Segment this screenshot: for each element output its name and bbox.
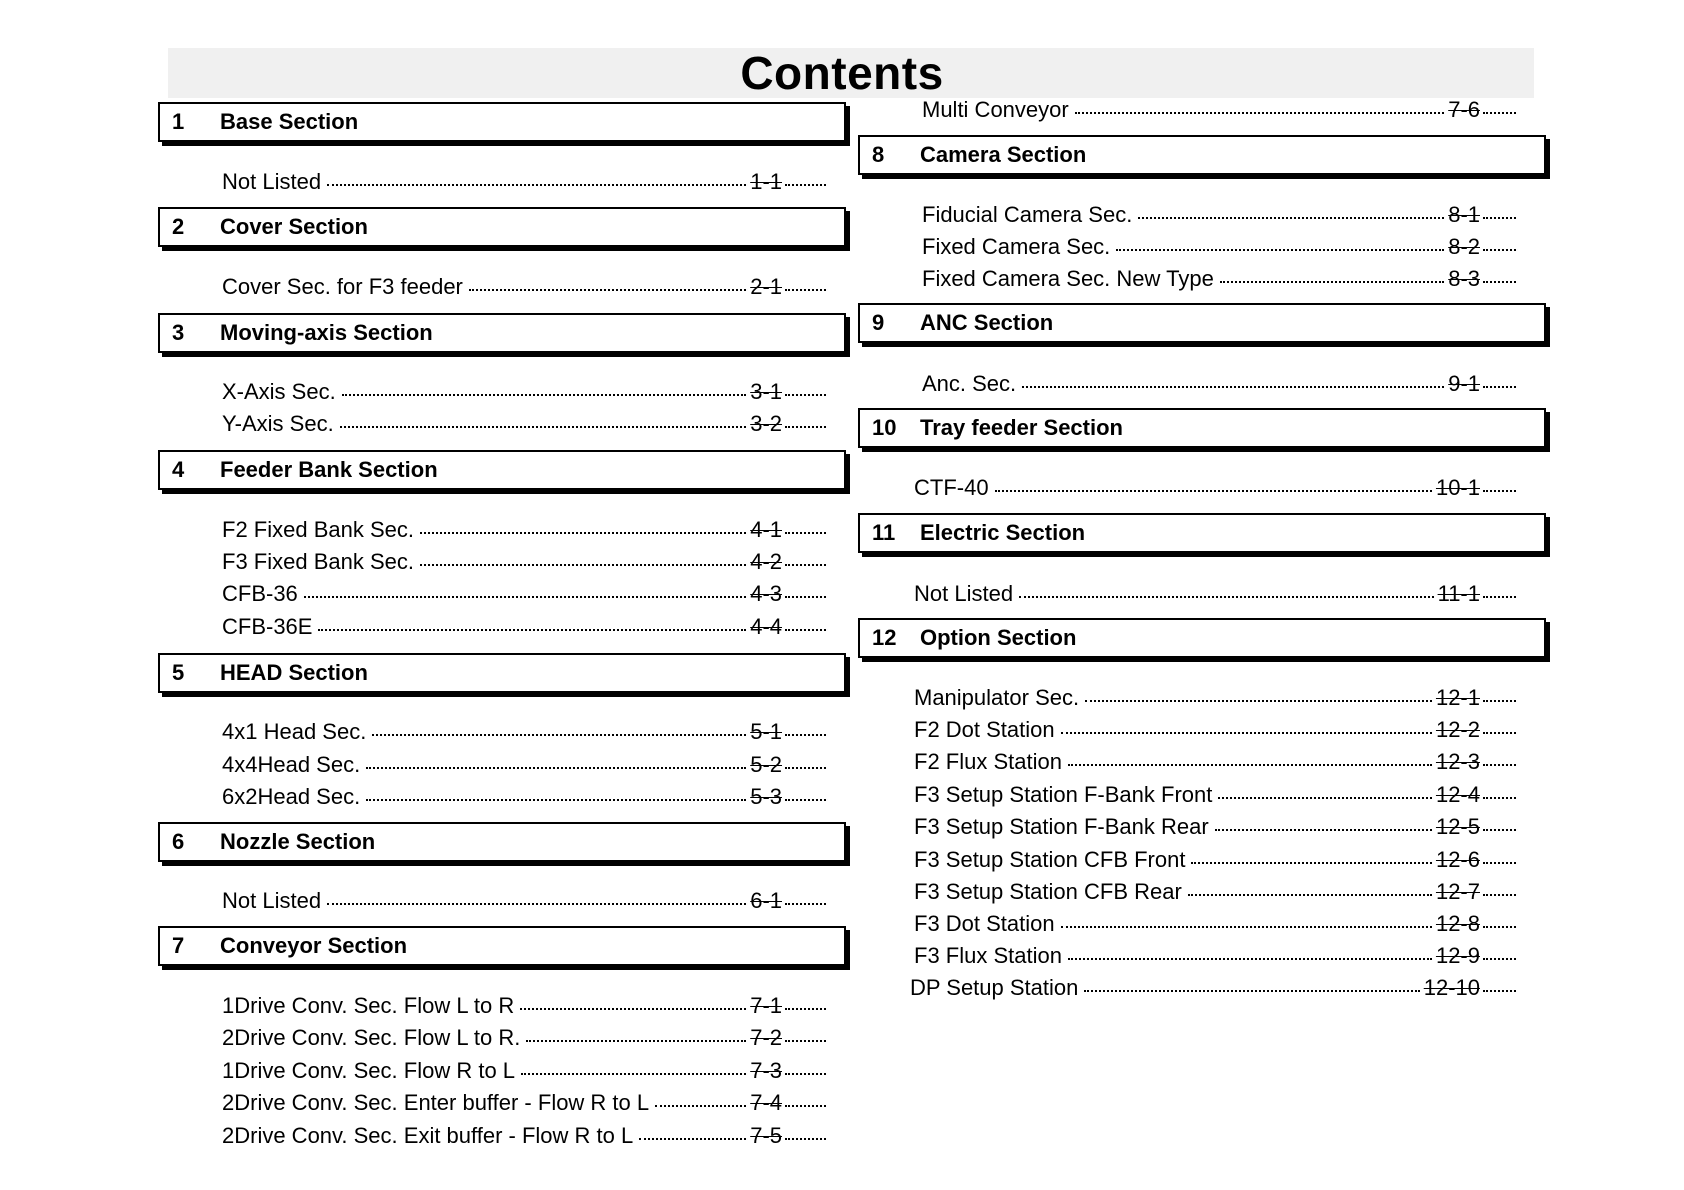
dot-leader-tail xyxy=(1483,829,1516,831)
entry-page-number: 5-2 xyxy=(750,752,782,777)
section-title: Moving-axis Section xyxy=(220,320,433,345)
entry-page-number: 11-1 xyxy=(1437,581,1480,606)
toc-entry[interactable] xyxy=(222,717,826,747)
entry-page-number: 3-2 xyxy=(750,411,782,436)
section-title: Nozzle Section xyxy=(220,829,376,854)
entry-page-number: 12-5 xyxy=(1435,814,1480,839)
dot-leader-tail xyxy=(1483,281,1516,283)
dot-leader-tail xyxy=(785,184,826,186)
section-header-7 xyxy=(158,926,846,966)
toc-entry[interactable] xyxy=(922,369,1516,399)
section-number: 3 xyxy=(172,320,185,345)
entry-page-number: 7-4 xyxy=(750,1090,782,1115)
entry-label: Not Listed xyxy=(222,888,322,913)
entry-page-number: 7-2 xyxy=(750,1025,782,1050)
entry-page-number: 7-5 xyxy=(750,1123,782,1148)
entry-label: F3 Setup Station F-Bank Rear xyxy=(914,814,1209,839)
dot-leader xyxy=(1188,894,1432,896)
dot-leader xyxy=(1215,829,1432,831)
entry-label: F3 Fixed Bank Sec. xyxy=(222,549,414,574)
toc-entry[interactable] xyxy=(222,1088,826,1118)
entry-page-number: 12-9 xyxy=(1435,943,1480,968)
entry-label: 1Drive Conv. Sec. Flow R to L xyxy=(222,1058,516,1083)
section-title: HEAD Section xyxy=(220,660,368,685)
toc-entry[interactable] xyxy=(222,1023,826,1053)
toc-entry[interactable] xyxy=(914,715,1516,745)
dot-leader-tail xyxy=(785,532,826,534)
dot-leader-tail xyxy=(1483,894,1516,896)
entry-label: 2Drive Conv. Sec. Exit buffer - Flow R to L xyxy=(222,1123,634,1148)
entry-label: Not Listed xyxy=(222,169,322,194)
entry-label: Fixed Camera Sec. xyxy=(922,234,1111,259)
dot-leader xyxy=(1068,764,1432,766)
toc-entry[interactable] xyxy=(914,877,1516,907)
section-header-6 xyxy=(158,822,846,862)
section-number: 4 xyxy=(172,457,185,482)
entry-page-number: 12-3 xyxy=(1435,749,1480,774)
dot-leader-tail xyxy=(785,1105,826,1107)
entry-page-number: 4-1 xyxy=(750,517,782,542)
entry-page-number: 8-1 xyxy=(1448,202,1480,227)
section-header-9 xyxy=(858,303,1546,343)
entry-label: F3 Setup Station F-Bank Front xyxy=(914,782,1213,807)
toc-entry[interactable] xyxy=(922,200,1516,230)
toc-entry[interactable] xyxy=(222,579,826,609)
dot-leader xyxy=(520,1008,746,1010)
dot-leader-tail xyxy=(1483,926,1516,928)
entry-page-number: 12-6 xyxy=(1435,847,1480,872)
toc-entry[interactable] xyxy=(222,515,826,545)
entry-page-number: 4-3 xyxy=(750,581,782,606)
dot-leader xyxy=(420,532,746,534)
dot-leader xyxy=(342,394,747,396)
entry-page-number: 6-1 xyxy=(750,888,782,913)
section-header-8 xyxy=(858,135,1546,175)
entry-label: Y-Axis Sec. xyxy=(222,411,334,436)
entry-label: 4x4Head Sec. xyxy=(222,752,361,777)
entry-page-number: 8-2 xyxy=(1448,234,1480,259)
dot-leader xyxy=(420,564,746,566)
dot-leader xyxy=(521,1073,746,1075)
entry-label: 1Drive Conv. Sec. Flow L to R xyxy=(222,993,515,1018)
entry-label: Fixed Camera Sec. New Type xyxy=(922,266,1214,291)
dot-leader xyxy=(1061,732,1432,734)
dot-leader-tail xyxy=(785,799,826,801)
section-header-12 xyxy=(858,618,1546,658)
toc-entry[interactable] xyxy=(922,95,1516,125)
entry-page-number: 8-3 xyxy=(1448,266,1480,291)
toc-entry[interactable] xyxy=(914,812,1516,842)
entry-label: F2 Flux Station xyxy=(914,749,1062,774)
dot-leader xyxy=(995,490,1432,492)
dot-leader xyxy=(655,1105,746,1107)
dot-leader xyxy=(1022,386,1444,388)
entry-label: 6x2Head Sec. xyxy=(222,784,361,809)
section-header-4 xyxy=(158,450,846,490)
dot-leader-tail xyxy=(1483,217,1516,219)
entry-label: Anc. Sec. xyxy=(922,371,1017,396)
section-number: 6 xyxy=(172,829,185,854)
entry-page-number: 10-1 xyxy=(1435,475,1480,500)
dot-leader-tail xyxy=(785,903,826,905)
entry-page-number: 12-1 xyxy=(1435,685,1480,710)
dot-leader-tail xyxy=(1483,862,1516,864)
toc-entry[interactable] xyxy=(222,547,826,577)
entry-page-number: 7-1 xyxy=(750,993,782,1018)
section-number: 7 xyxy=(172,933,185,958)
entry-label: F3 Flux Station xyxy=(914,943,1062,968)
dot-leader-tail xyxy=(785,394,826,396)
toc-entry[interactable] xyxy=(222,272,826,302)
dot-leader xyxy=(1075,112,1444,114)
toc-entry[interactable] xyxy=(914,909,1516,939)
dot-leader xyxy=(1220,281,1444,283)
dot-leader xyxy=(1138,217,1444,219)
dot-leader-tail xyxy=(785,767,826,769)
section-title: ANC Section xyxy=(920,310,1054,335)
entry-label: DP Setup Station xyxy=(910,975,1079,1000)
section-title: Cover Section xyxy=(220,214,368,239)
entry-label: F3 Dot Station xyxy=(914,911,1055,936)
entry-page-number: 5-3 xyxy=(750,784,782,809)
dot-leader-tail xyxy=(1483,700,1516,702)
dot-leader xyxy=(340,426,747,428)
dot-leader xyxy=(1116,249,1444,251)
dot-leader-tail xyxy=(785,596,826,598)
entry-label: Manipulator Sec. xyxy=(914,685,1080,710)
dot-leader-tail xyxy=(1483,386,1516,388)
entry-label: CFB-36 xyxy=(222,581,298,606)
dot-leader xyxy=(366,799,746,801)
dot-leader xyxy=(327,903,746,905)
entry-page-number: 7-6 xyxy=(1448,97,1480,122)
toc-entry[interactable] xyxy=(914,473,1516,503)
toc-entry[interactable] xyxy=(222,612,826,642)
dot-leader-tail xyxy=(1483,490,1516,492)
dot-leader xyxy=(1085,700,1432,702)
toc-entry[interactable] xyxy=(222,1056,826,1086)
section-number: 1 xyxy=(172,109,185,134)
dot-leader xyxy=(1061,926,1432,928)
toc-entry[interactable] xyxy=(222,750,826,780)
dot-leader xyxy=(327,184,746,186)
dot-leader xyxy=(318,629,746,631)
toc-entry[interactable] xyxy=(914,683,1516,713)
section-title: Camera Section xyxy=(920,142,1087,167)
toc-entry[interactable] xyxy=(914,747,1516,777)
section-title: Electric Section xyxy=(920,520,1086,545)
dot-leader-tail xyxy=(785,289,826,291)
dot-leader xyxy=(304,596,746,598)
entry-page-number: 3-1 xyxy=(750,379,782,404)
dot-leader-tail xyxy=(1483,596,1516,598)
dot-leader-tail xyxy=(785,629,826,631)
entry-label: F2 Fixed Bank Sec. xyxy=(222,517,414,542)
entry-page-number: 12-8 xyxy=(1435,911,1480,936)
toc-entry[interactable] xyxy=(922,264,1516,294)
section-title: Option Section xyxy=(920,625,1077,650)
section-title: Feeder Bank Section xyxy=(220,457,438,482)
toc-entry[interactable] xyxy=(222,991,826,1021)
dot-leader xyxy=(1218,797,1432,799)
dot-leader-tail xyxy=(785,1073,826,1075)
entry-page-number: 5-1 xyxy=(750,719,782,744)
section-number: 2 xyxy=(172,214,185,239)
entry-label: CFB-36E xyxy=(222,614,313,639)
toc-entry[interactable] xyxy=(914,845,1516,875)
entry-label: Fiducial Camera Sec. xyxy=(922,202,1133,227)
toc-entry[interactable] xyxy=(222,167,826,197)
dot-leader-tail xyxy=(785,734,826,736)
entry-page-number: 2-1 xyxy=(750,274,782,299)
entry-label: F3 Setup Station CFB Rear xyxy=(914,879,1182,904)
entry-page-number: 12-10 xyxy=(1423,975,1480,1000)
entry-label: X-Axis Sec. xyxy=(222,379,336,404)
entry-page-number: 4-4 xyxy=(750,614,782,639)
section-header-5 xyxy=(158,653,846,693)
dot-leader xyxy=(366,767,746,769)
dot-leader xyxy=(1019,596,1434,598)
toc-entry[interactable] xyxy=(914,941,1516,971)
section-header-2 xyxy=(158,207,846,247)
dot-leader-tail xyxy=(1483,732,1516,734)
entry-page-number: 12-2 xyxy=(1435,717,1480,742)
section-header-11 xyxy=(858,513,1546,553)
entry-page-number: 1-1 xyxy=(750,169,782,194)
dot-leader-tail xyxy=(1483,764,1516,766)
section-number: 12 xyxy=(872,625,897,650)
dot-leader-tail xyxy=(1483,249,1516,251)
entry-page-number: 9-1 xyxy=(1448,371,1480,396)
dot-leader xyxy=(526,1040,746,1042)
section-header-3 xyxy=(158,313,846,353)
entry-page-number: 4-2 xyxy=(750,549,782,574)
entry-label: Not Listed xyxy=(914,581,1014,606)
entry-label: F3 Setup Station CFB Front xyxy=(914,847,1186,872)
entry-label: 4x1 Head Sec. xyxy=(222,719,367,744)
section-number: 11 xyxy=(872,520,896,545)
dot-leader-tail xyxy=(785,564,826,566)
section-header-1 xyxy=(158,102,846,142)
entry-label: Multi Conveyor xyxy=(922,97,1069,122)
entry-label: Cover Sec. for F3 feeder xyxy=(222,274,463,299)
toc-entry[interactable] xyxy=(222,782,826,812)
toc-entry[interactable] xyxy=(922,232,1516,262)
dot-leader-tail xyxy=(785,1138,826,1140)
dot-leader-tail xyxy=(785,1040,826,1042)
section-number: 8 xyxy=(872,142,885,167)
toc-entry[interactable] xyxy=(910,973,1516,1003)
toc-entry[interactable] xyxy=(914,579,1516,609)
dot-leader xyxy=(372,734,746,736)
entry-page-number: 12-7 xyxy=(1435,879,1480,904)
toc-entry[interactable] xyxy=(222,886,826,916)
dot-leader-tail xyxy=(1483,958,1516,960)
dot-leader-tail xyxy=(785,426,826,428)
section-number: 9 xyxy=(872,310,885,335)
dot-leader xyxy=(469,289,746,291)
entry-page-number: 7-3 xyxy=(750,1058,782,1083)
dot-leader-tail xyxy=(1483,990,1516,992)
section-header-10 xyxy=(858,408,1546,448)
section-title: Tray feeder Section xyxy=(920,415,1123,440)
entry-label: CTF-40 xyxy=(914,475,989,500)
entry-label: F2 Dot Station xyxy=(914,717,1055,742)
dot-leader-tail xyxy=(785,1008,826,1010)
page-title: Contents xyxy=(740,47,944,99)
dot-leader xyxy=(1191,862,1431,864)
entry-label: 2Drive Conv. Sec. Flow L to R. xyxy=(222,1025,521,1050)
dot-leader xyxy=(639,1138,746,1140)
section-title: Base Section xyxy=(220,109,359,134)
section-title: Conveyor Section xyxy=(220,933,408,958)
toc-entry[interactable] xyxy=(222,409,826,439)
section-number: 10 xyxy=(872,415,897,440)
dot-leader xyxy=(1084,990,1419,992)
dot-leader xyxy=(1068,958,1432,960)
dot-leader-tail xyxy=(1483,112,1516,114)
dot-leader-tail xyxy=(1483,797,1516,799)
toc-entry[interactable] xyxy=(914,780,1516,810)
entry-label: 2Drive Conv. Sec. Enter buffer - Flow R to L xyxy=(222,1090,650,1115)
entry-page-number: 12-4 xyxy=(1435,782,1480,807)
section-number: 5 xyxy=(172,660,185,685)
toc-entry[interactable] xyxy=(222,377,826,407)
toc-entry[interactable] xyxy=(222,1121,826,1151)
